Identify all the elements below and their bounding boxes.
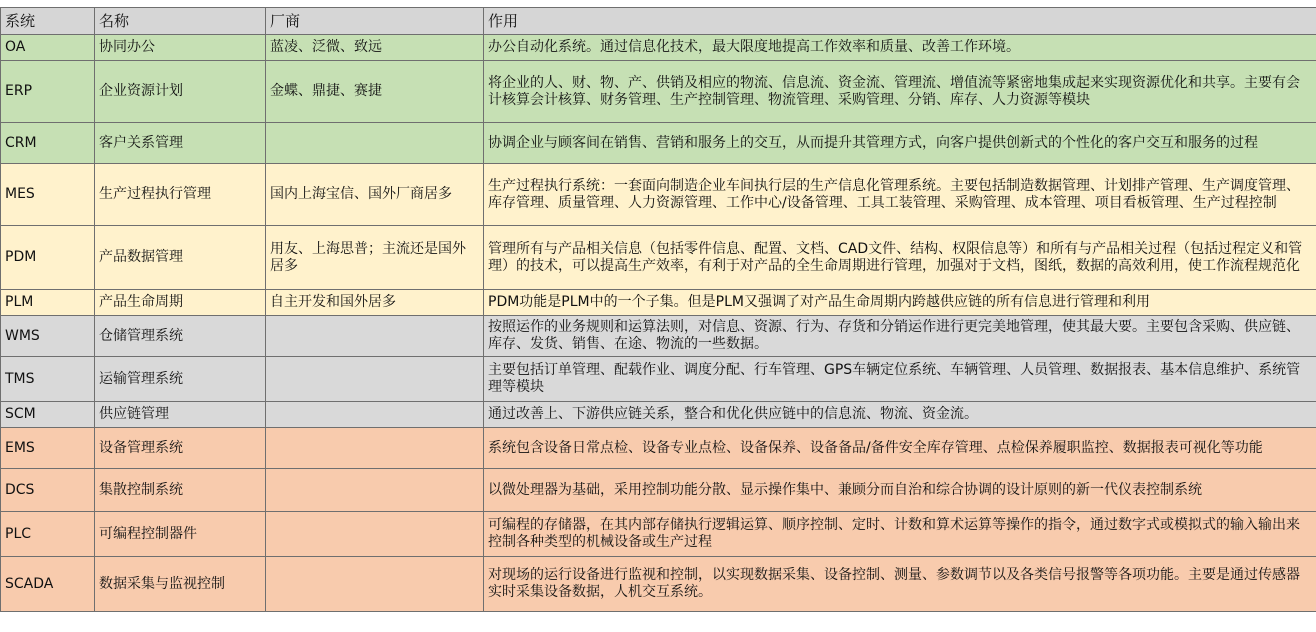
cell-vendor[interactable] [266, 316, 484, 357]
cell-system[interactable]: CRM [1, 123, 95, 164]
cell-name[interactable]: 可编程控制器件 [95, 512, 266, 557]
cell-purpose[interactable]: 对现场的运行设备进行监视和控制，以实现数据采集、设备控制、测量、参数调节以及各类信号报警等各项功能。主要是通过传感器实时采集设备数据，人机交互系统。 [484, 557, 1316, 612]
cell-purpose[interactable]: 将企业的人、财、物、产、供销及相应的物流、信息流、资金流、管理流、增值流等紧密地集成起来实现资源优化和共享。主要有会计核算会计核算、财务管理、生产控制管理、物流管理、采购管理、分销、库存、人力资源等模块 [484, 61, 1316, 123]
cell-name[interactable]: 产品数据管理 [95, 226, 266, 290]
cell-purpose[interactable]: 以微处理器为基础，采用控制功能分散、显示操作集中、兼顾分而自治和综合协调的设计原则的新一代仪表控制系统 [484, 469, 1316, 512]
cell-system[interactable]: TMS [1, 357, 95, 402]
cell-name[interactable]: 仓储管理系统 [95, 316, 266, 357]
cell-system[interactable]: ERP [1, 61, 95, 123]
cell-vendor[interactable] [266, 469, 484, 512]
cell-system[interactable]: PLC [1, 512, 95, 557]
cell-system[interactable]: PDM [1, 226, 95, 290]
header-purpose[interactable]: 作用 [484, 8, 1316, 35]
cell-vendor[interactable] [266, 402, 484, 428]
cell-vendor[interactable]: 蓝凌、泛微、致远 [266, 35, 484, 61]
cell-name[interactable]: 协同办公 [95, 35, 266, 61]
cell-purpose[interactable]: 协调企业与顾客间在销售、营销和服务上的交互，从而提升其管理方式，向客户提供创新式的个性化的客户交互和服务的过程 [484, 123, 1316, 164]
cell-vendor[interactable]: 金蝶、鼎捷、赛捷 [266, 61, 484, 123]
table-row [1, 61, 1316, 123]
table-row [1, 226, 1316, 290]
header-system[interactable]: 系统 [1, 8, 95, 35]
cell-system[interactable]: EMS [1, 428, 95, 469]
cell-name[interactable]: 集散控制系统 [95, 469, 266, 512]
cell-vendor[interactable]: 国内上海宝信、国外厂商居多 [266, 164, 484, 226]
table-row [1, 512, 1316, 557]
sheet-top-strip [0, 0, 1316, 7]
cell-vendor[interactable]: 用友、上海思普；主流还是国外居多 [266, 226, 484, 290]
systems-table [0, 7, 1316, 612]
cell-vendor[interactable]: 自主开发和国外居多 [266, 290, 484, 316]
cell-purpose[interactable]: 办公自动化系统。通过信息化技术，最大限度地提高工作效率和质量、改善工作环境。 [484, 35, 1316, 61]
header-row [1, 8, 1316, 35]
cell-system[interactable]: PLM [1, 290, 95, 316]
table-row [1, 164, 1316, 226]
table-row [1, 123, 1316, 164]
cell-name[interactable]: 数据采集与监视控制 [95, 557, 266, 612]
table-row [1, 316, 1316, 357]
cell-purpose[interactable]: 系统包含设备日常点检、设备专业点检、设备保养、设备备品/备件安全库存管理、点检保养履职监控、数据报表可视化等功能 [484, 428, 1316, 469]
cell-name[interactable]: 供应链管理 [95, 402, 266, 428]
table-row [1, 290, 1316, 316]
table-row [1, 357, 1316, 402]
header-name[interactable]: 名称 [95, 8, 266, 35]
cell-vendor[interactable] [266, 357, 484, 402]
table-row [1, 402, 1316, 428]
table-row [1, 428, 1316, 469]
cell-purpose[interactable]: 按照运作的业务规则和运算法则，对信息、资源、行为、存货和分销运作进行更完美地管理，使其最大要。主要包含采购、供应链、库存、发货、销售、在途、物流的一些数据。 [484, 316, 1316, 357]
cell-purpose[interactable]: 主要包括订单管理、配载作业、调度分配、行车管理、GPS车辆定位系统、车辆管理、人员管理、数据报表、基本信息维护、系统管理等模块 [484, 357, 1316, 402]
cell-name[interactable]: 产品生命周期 [95, 290, 266, 316]
cell-vendor[interactable] [266, 428, 484, 469]
header-vendor[interactable]: 厂商 [266, 8, 484, 35]
table-row [1, 469, 1316, 512]
cell-vendor[interactable] [266, 557, 484, 612]
cell-name[interactable]: 设备管理系统 [95, 428, 266, 469]
cell-name[interactable]: 客户关系管理 [95, 123, 266, 164]
cell-system[interactable]: MES [1, 164, 95, 226]
cell-purpose[interactable]: 可编程的存储器，在其内部存储执行逻辑运算、顺序控制、定时、计数和算术运算等操作的指令，通过数字式或模拟式的输入输出来控制各种类型的机械设备或生产过程 [484, 512, 1316, 557]
cell-system[interactable]: OA [1, 35, 95, 61]
cell-name[interactable]: 运输管理系统 [95, 357, 266, 402]
cell-purpose[interactable]: 生产过程执行系统：一套面向制造企业车间执行层的生产信息化管理系统。主要包括制造数据管理、计划排产管理、生产调度管理、库存管理、质量管理、人力资源管理、工作中心/设备管理、工具工装管理、采购管理、成本管理、项目看板管理、生产过程控制 [484, 164, 1316, 226]
cell-vendor[interactable] [266, 512, 484, 557]
cell-purpose[interactable]: 管理所有与产品相关信息（包括零件信息、配置、文档、CAD文件、结构、权限信息等）和所有与产品相关过程（包括过程定义和管理）的技术，可以提高生产效率，有利于对产品的全生命周期进行管理，加强对于文档，图纸，数据的高效利用，使工作流程规范化 [484, 226, 1316, 290]
cell-purpose[interactable]: 通过改善上、下游供应链关系，整合和优化供应链中的信息流、物流、资金流。 [484, 402, 1316, 428]
cell-name[interactable]: 企业资源计划 [95, 61, 266, 123]
cell-purpose[interactable]: PDM功能是PLM中的一个子集。但是PLM又强调了对产品生命周期内跨越供应链的所有信息进行管理和利用 [484, 290, 1316, 316]
cell-system[interactable]: SCM [1, 402, 95, 428]
cell-system[interactable]: DCS [1, 469, 95, 512]
cell-system[interactable]: WMS [1, 316, 95, 357]
cell-vendor[interactable] [266, 123, 484, 164]
cell-system[interactable]: SCADA [1, 557, 95, 612]
table-row [1, 35, 1316, 61]
cell-name[interactable]: 生产过程执行管理 [95, 164, 266, 226]
table-row [1, 557, 1316, 612]
